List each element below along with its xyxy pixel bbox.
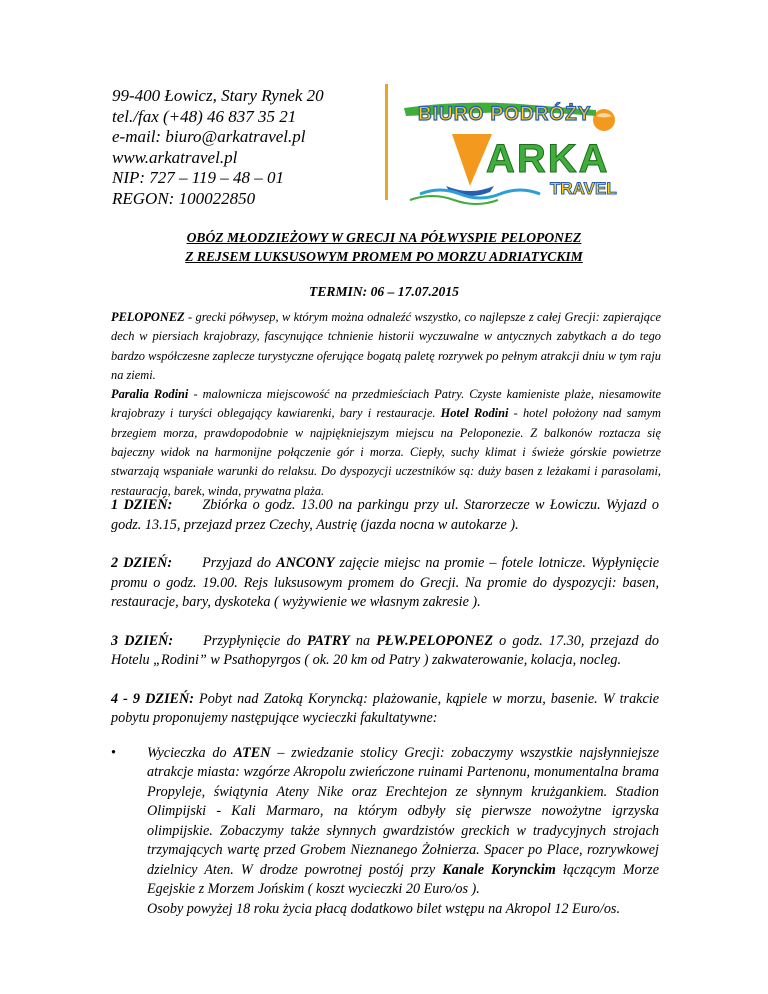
hotel-text: - hotel położony nad samym brzegiem morza, prawdopodobnie w najpiękniejszym miejscu na Peloponezie. Z balkonów roztacza się bajeczny widok na harmonijne połączenie gór i morza. Ciepły, suchy klimat i świeże górskie powietrze stwarzają wspaniałe warunki do relaksu. Do dyspozycji uczestników są: duży basen z leżakami i parasolami, restauracja, barek, winda, prywatna plaża. — [111, 406, 662, 498]
logo-line3: TRAVEL — [550, 179, 617, 198]
contact-block — [112, 86, 382, 210]
contact-regon: REGON: 100022850 — [112, 188, 256, 208]
arka-travel-logo — [400, 86, 630, 206]
itinerary — [111, 496, 659, 919]
intro-paralia — [111, 385, 661, 501]
excursion-aten: ATEN — [233, 744, 271, 761]
day-4-9-label: 4 - 9 DZIEŃ: — [111, 690, 194, 707]
contact-website[interactable]: www.arkatravel.pl — [112, 147, 238, 167]
excursion-text-a: Wycieczka do — [147, 744, 234, 761]
contact-address: 99-400 Łowicz, Stary Rynek 20 — [112, 86, 324, 105]
title-line1: OBÓZ MŁODZIEŻOWY W GRECJI NA PÓŁWYSPIE PELOPONEZ — [186, 230, 582, 245]
day-4-9-text: Pobyt nad Zatoką Koryncką: plażowanie, kąpiele w morzu, basenie. W trakcie pobytu proponujemy następujące wycieczki fakultatywne: — [111, 690, 660, 726]
excursion-text-c: łączącym Morze Egejskie z Morzem Jońskim ( koszt wycieczki 20 Euro/os ). — [147, 861, 659, 897]
day-1 — [111, 496, 659, 535]
logo-line1: BIURO PODRÓŻY — [418, 104, 592, 125]
contact-email[interactable]: e-mail: biuro@arkatravel.pl — [112, 127, 306, 147]
day-3-text-b: na — [349, 632, 377, 649]
sun-icon — [593, 109, 615, 131]
day-3-text-a: Przypłynięcie do — [203, 632, 307, 649]
day-1-text: Zbiórka o godz. 13.00 na parkingu przy ul. Starorzecze w Łowiczu. Wyjazd o godz. 13.15, przejazd przez Czechy, Austrię (jazda nocna w autokarze ). — [111, 497, 659, 533]
paralia-name: Paralia Rodini — [111, 387, 189, 402]
day-2-label: 2 DZIEŃ: — [111, 555, 173, 571]
term-date: TERMIN: 06 – 17.07.2015 — [309, 284, 459, 299]
intro-section — [111, 308, 661, 501]
logo-line2: ARKA — [486, 137, 610, 181]
excursion-text-b: – zwiedzanie stolicy Grecji: zobaczymy wszystkie najsłynniejsze atrakcje miasta: wzgórze Akropolu zwieńczone ruinami Partenonu, monumentalna brama Propyleje, świątynia Ateny Nike oraz Erechtejon ze słynnym krużgankiem. Stadion Olimpijski - Kali Marmaro, na którym odbyły się pierwsze nowożytne igrzyska olimpijskie. Zobaczymy także słynnych gwardzistów greckich w tradycyjnych strojach trzymających wartę przed Grobem Nieznanego Żołnierza. Spacer po Place, rozrywkowej dzielnicy Aten. W drodze powrotnej postój przy — [147, 744, 659, 878]
excursion-kanal: Kanale Korynckim — [442, 861, 556, 878]
bullet-icon: • — [111, 744, 116, 761]
day-3-text-c: o godz. 17.30, przejazd do Hotelu „Rodini” w Psathopyrgos ( ok. 20 km od Patry ) zakwaterowanie, kolacja, nocleg. — [111, 632, 659, 668]
day-3-patry: PATRY — [306, 632, 350, 649]
day-2-text-b: zajęcie miejsc na promie – fotele lotnicze. Wypłynięcie promu o godz. 19.00. Rejs luksusowym promem do Grecji. Na promie do dyspozycji: basen, restauracje, bary, dyskoteka ( wyżywienie we własnym zakresie ). — [111, 555, 659, 610]
page-title — [110, 228, 658, 266]
day-1-label: 1 DZIEŃ: — [111, 497, 173, 513]
excursion-note: Osoby powyżej 18 roku życia płacą dodatkowo bilet wstępu na Akropol 12 Euro/os. — [147, 900, 621, 917]
peloponez-name: PELOPONEZ — [111, 310, 185, 324]
day-2-text-a: Przyjazd do — [202, 555, 277, 571]
day-3-peloponez: PŁW.PELOPONEZ — [376, 632, 493, 649]
day-3 — [111, 632, 659, 671]
day-3-label: 3 DZIEŃ: — [111, 632, 174, 649]
excursion-list — [111, 744, 659, 920]
day-2 — [111, 554, 659, 613]
header-divider — [385, 84, 388, 200]
hotel-name: Hotel Rodini — [440, 406, 509, 421]
day-2-ancona: ANCONY — [276, 555, 335, 571]
contact-nip: NIP: 727 – 119 – 48 – 01 — [112, 168, 285, 188]
contact-phone: tel./fax (+48) 46 837 35 21 — [112, 106, 297, 126]
intro-peloponez — [111, 308, 661, 385]
paralia-text: - malownicza miejscowość na przedmieściach Patry. Czyste kamieniste plaże, niesamowite krajobrazy i turyści oblegający kawiarenki, bary i restauracje. — [111, 387, 662, 421]
day-4-9 — [111, 690, 659, 729]
peloponez-text: - grecki półwysep, w którym można odnaleźć wszystko, co najlepsze z całej Grecji: zapierające dech w piersiach krajobrazy, fascynujące tchnienie historii wyczuwalne w antycznych zabytkach a do tego bardzo współczesne zaplecze turystyczne oferujące bogatą paletę rozrywek po pełnym atrakcji dniu w tym raju na ziemi. — [111, 310, 661, 382]
list-item — [111, 744, 659, 920]
title-line2: Z REJSEM LUKSUSOWYM PROMEM PO MORZU ADRIATYCKIM — [185, 249, 583, 264]
